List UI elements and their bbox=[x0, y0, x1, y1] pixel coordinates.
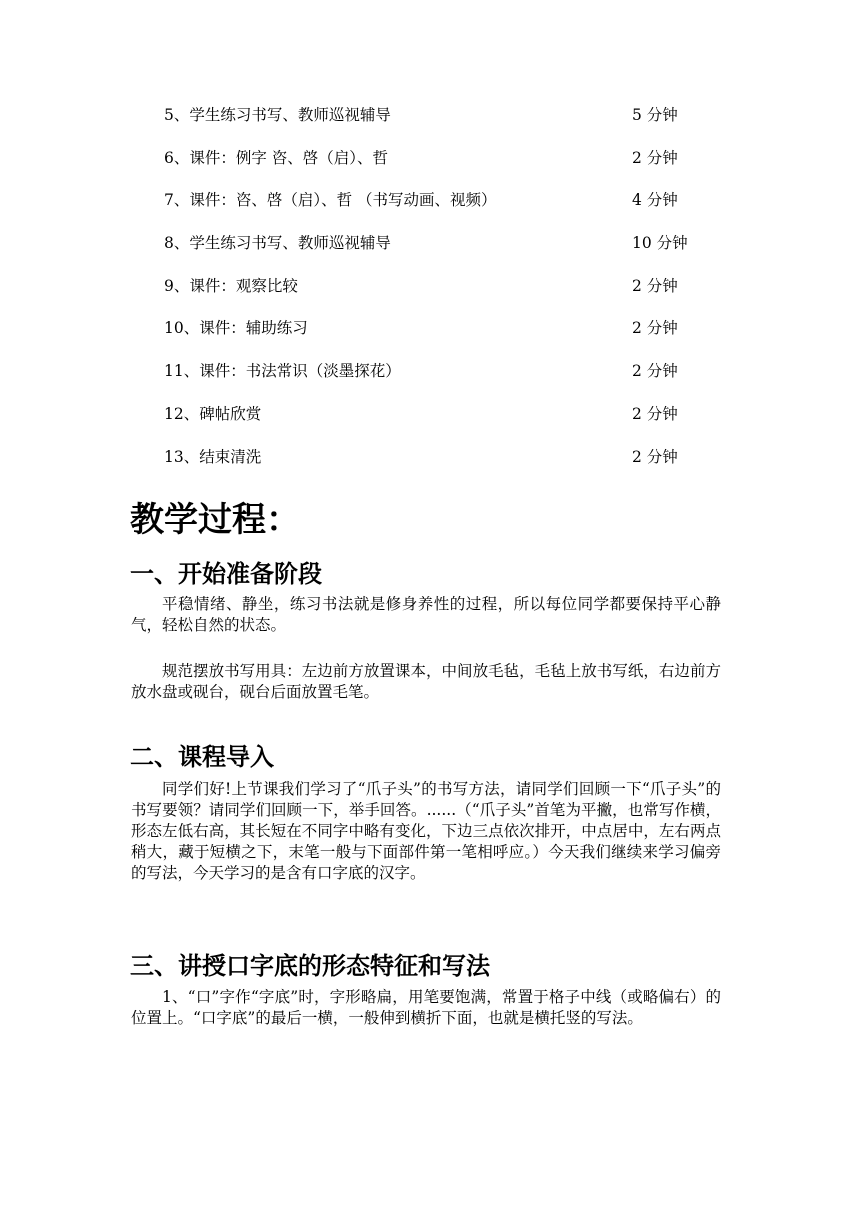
schedule-time: 10 分钟 bbox=[632, 234, 688, 253]
schedule-row bbox=[164, 399, 724, 442]
schedule-item: 6、课件：例字 咨、啓（启）、哲 bbox=[164, 148, 389, 167]
paragraph: 规范摆放书写用具：左边前方放置课本，中间放毛毡，毛毡上放书写纸，右边前方放水盘或砚台，砚台后面放置毛笔。 bbox=[131, 662, 721, 701]
schedule-time: 2 分钟 bbox=[632, 404, 678, 423]
main-heading: 教学过程： bbox=[130, 500, 300, 540]
schedule-item: 9、课件：观察比较 bbox=[164, 276, 298, 295]
schedule-row bbox=[164, 143, 724, 186]
section-heading-teaching: 三、讲授口字底的形态特征和写法 bbox=[130, 952, 490, 980]
schedule-time: 2 分钟 bbox=[632, 276, 678, 295]
section-heading-intro: 二、课程导入 bbox=[130, 743, 274, 771]
schedule-time: 5 分钟 bbox=[632, 106, 678, 124]
schedule-row bbox=[164, 313, 724, 356]
schedule-item: 7、课件：咨、啓（启）、哲 （书写动画、视频） bbox=[164, 191, 497, 210]
schedule-item: 5、学生练习书写、教师巡视辅导 bbox=[164, 106, 391, 124]
schedule-row bbox=[164, 185, 724, 228]
schedule-time: 2 分钟 bbox=[632, 148, 678, 167]
schedule-row bbox=[164, 356, 724, 399]
paragraph: 1、“口”字作“字底”时，字形略扁，用笔要饱满，常置于格子中线（或略偏右）的位置上。“口字底”的最后一横，一般伸到横折下面，也就是横托竖的写法。 bbox=[131, 988, 721, 1027]
schedule-list bbox=[164, 100, 724, 484]
schedule-item: 12、碑帖欣赏 bbox=[164, 404, 262, 423]
schedule-item: 8、学生练习书写、教师巡视辅导 bbox=[164, 234, 391, 253]
schedule-item: 10、课件：辅助练习 bbox=[164, 319, 308, 338]
paragraph: 同学们好!上节课我们学习了“爪子头”的书写方法，请同学们回顾一下“爪子头”的书写要领？请同学们回顾一下，举手回答。......（“爪子头”首笔为平撇，也常写作横，形态左低右高，其长短在不同字中略有变化，下边三点依次排开，中点居中，左右两点稍大，藏于短横之下，末笔一般与下面部件第一笔相呼应。）今天我们继续来学习偏旁的写法，今天学习的是含有口字底的汉字。 bbox=[131, 780, 721, 882]
schedule-item: 11、课件：书法常识（淡墨探花） bbox=[164, 362, 401, 381]
schedule-row bbox=[164, 442, 724, 485]
schedule-row bbox=[164, 271, 724, 314]
section-heading-prepare: 一、开始准备阶段 bbox=[130, 560, 322, 588]
schedule-row bbox=[164, 228, 724, 271]
schedule-time: 4 分钟 bbox=[632, 191, 678, 210]
schedule-time: 2 分钟 bbox=[632, 447, 678, 466]
schedule-item: 13、结束清洗 bbox=[164, 447, 262, 466]
schedule-row bbox=[164, 100, 724, 143]
paragraph: 平稳情绪、静坐，练习书法就是修身养性的过程，所以每位同学都要保持平心静气，轻松自然的状态。 bbox=[131, 595, 721, 634]
schedule-time: 2 分钟 bbox=[632, 362, 678, 381]
schedule-time: 2 分钟 bbox=[632, 319, 678, 338]
